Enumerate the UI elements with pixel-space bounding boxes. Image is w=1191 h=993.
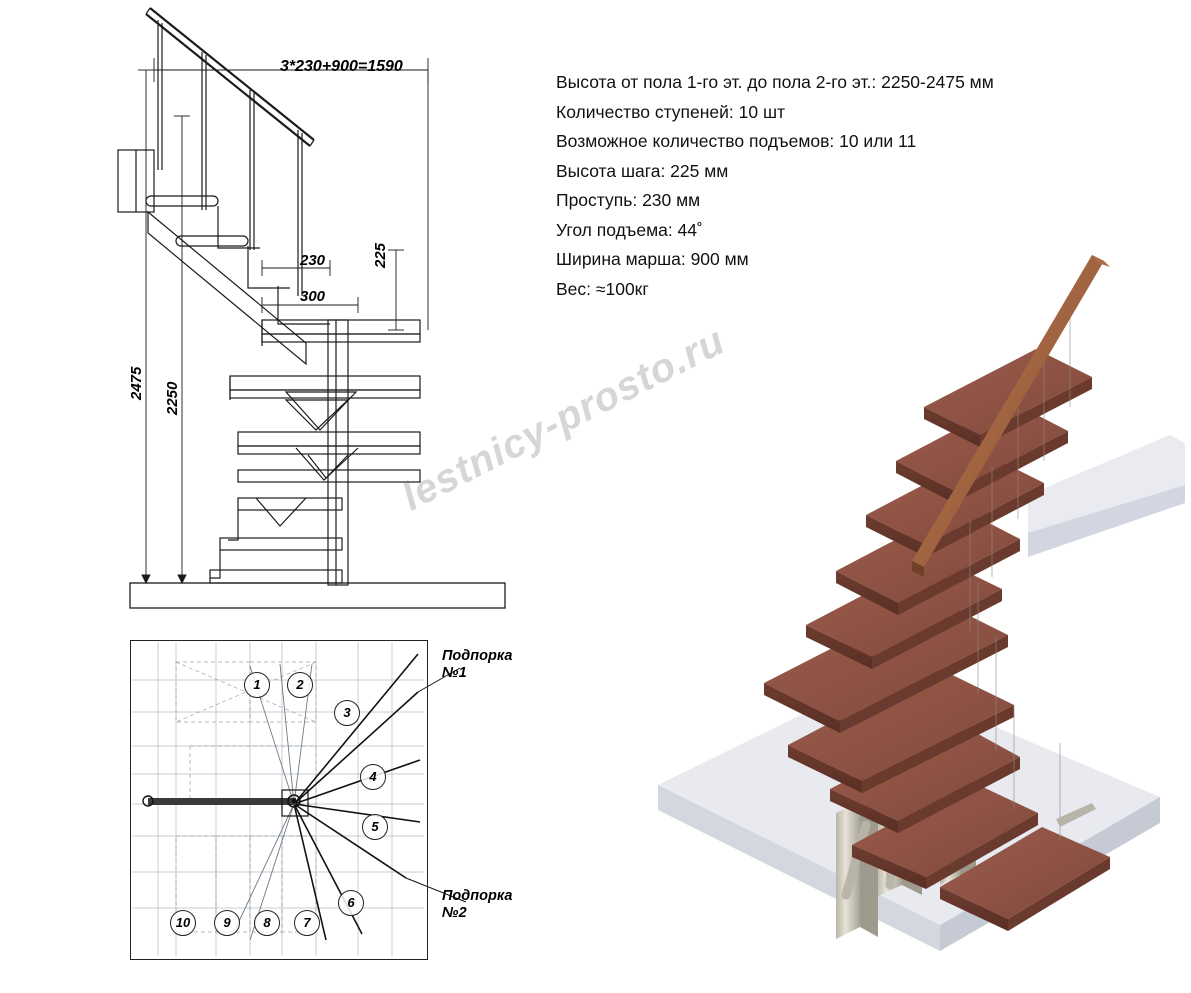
callout-support-2 xyxy=(442,888,512,922)
plan-step-5: 5 xyxy=(362,814,388,840)
plan-step-9: 9 xyxy=(214,910,240,936)
plan-step-2: 2 xyxy=(287,672,313,698)
stair-3d-render xyxy=(640,185,1185,975)
plan-step-1: 1 xyxy=(244,672,270,698)
elevation-drawing xyxy=(110,0,540,620)
plan-step-7: 7 xyxy=(294,910,320,936)
dimension-total-height: 2475 xyxy=(128,366,145,400)
plan-step-8: 8 xyxy=(254,910,280,936)
spec-line-tread: Проступь: 230 мм xyxy=(556,190,701,210)
stair-3d-svg xyxy=(640,185,1185,975)
callout-support-1-line1: Подпорка xyxy=(442,648,513,664)
dimension-total-run: 3*230+900=1590 xyxy=(280,58,403,75)
spec-line-weight: Вес: ≈100кг xyxy=(556,278,649,299)
spec-line-risers: Возможное количество подъемов: 10 или 11 xyxy=(556,131,917,151)
callout-support-2-line2: №2 xyxy=(442,905,467,921)
watermark: lestnicy-prosto.ru xyxy=(395,318,733,520)
spec-line-width: Ширина марша: 900 мм xyxy=(556,249,749,269)
dimension-floor-height: 2250 xyxy=(164,381,181,415)
plan-step-10: 10 xyxy=(170,910,196,936)
spec-line-angle: Угол подъема: 44˚ xyxy=(556,219,703,240)
callout-support-2-line1: Подпорка xyxy=(442,888,513,904)
spec-line-height: Высота от пола 1-го эт. до пола 2-го эт.: 2250-2475 мм xyxy=(556,72,994,92)
callout-support-1 xyxy=(442,648,512,682)
plan-step-6: 6 xyxy=(338,890,364,916)
plan-step-4: 4 xyxy=(360,764,386,790)
spec-line-riser-height: Высота шага: 225 мм xyxy=(556,160,729,181)
plan-step-3: 3 xyxy=(334,700,360,726)
elevation-svg xyxy=(110,0,540,620)
dimension-tread: 230 xyxy=(300,252,326,269)
callout-support-1-line2: №1 xyxy=(442,665,467,681)
dimension-riser: 225 xyxy=(372,242,389,268)
dimension-going: 300 xyxy=(300,288,326,305)
plan-drawing xyxy=(130,640,530,970)
spec-line-steps: Количество ступеней: 10 шт xyxy=(556,101,786,122)
